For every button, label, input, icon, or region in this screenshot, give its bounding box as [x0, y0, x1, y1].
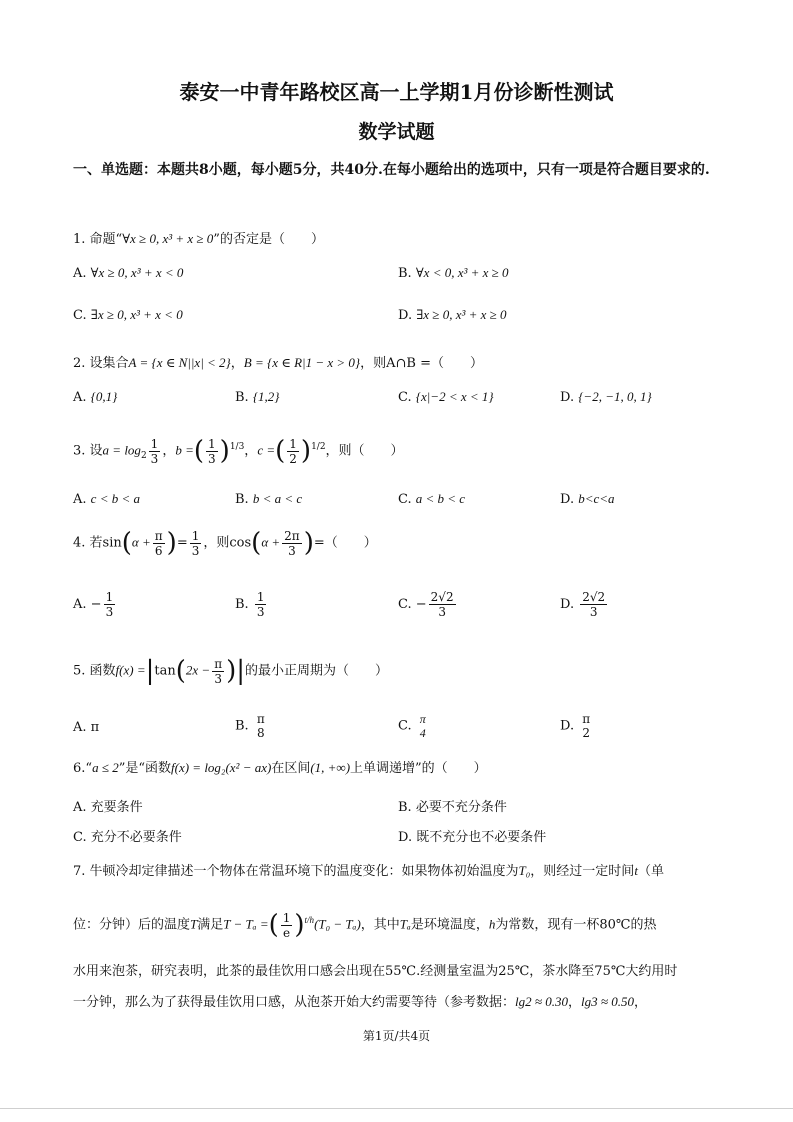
q7-sep: ， [568, 995, 582, 1010]
q6-mid1: ”是“函数 [118, 761, 171, 776]
option-label: C. [73, 308, 87, 323]
q4-mid: ，则 [203, 535, 230, 551]
frac-den: 6 [154, 543, 163, 558]
q3-option-a[interactable] [73, 491, 140, 507]
option-text: {0,1} [90, 389, 118, 404]
paren-open: ( [268, 910, 279, 940]
question-7-line-4 [73, 991, 647, 1010]
q3-b-exp: 1/3 [229, 442, 245, 453]
frac-num: 2√2 [430, 590, 454, 604]
q7-t0: T₀ [518, 863, 531, 878]
q7-frac-1e [281, 911, 293, 940]
option-frac [429, 590, 456, 619]
option-frac [104, 590, 116, 619]
frac-num: 1 [208, 436, 216, 451]
option-label: A. [73, 266, 87, 281]
option-label: C. [73, 830, 87, 845]
q3-comma: ， [244, 443, 258, 459]
q7-ta: Tₐ [399, 916, 411, 932]
q7-text: 一分钟，那么为了获得最佳饮用口感，从泡茶开始大约需要等待（参考数据： [73, 995, 516, 1010]
q2-set-b: B = {x ∈ R|1 − x > 0} [243, 355, 361, 370]
option-label: B. [235, 390, 249, 405]
q2-option-d[interactable] [560, 389, 652, 405]
q6-suffix: 上单调递增”的（ ） [350, 761, 487, 776]
paren-open: ( [121, 528, 132, 558]
q4-cos: cos [229, 535, 252, 551]
frac-den: 3 [288, 543, 296, 558]
question-7-line-2 [73, 910, 656, 940]
q3-option-d[interactable] [560, 491, 615, 507]
option-label: D. [398, 308, 413, 323]
paren-open: ( [275, 436, 286, 466]
q5-fx: f(x) = [115, 662, 146, 678]
option-label: B. [398, 266, 412, 281]
option-frac [580, 712, 592, 740]
q5-inner: 2x − [185, 662, 211, 678]
question-4-stem [73, 528, 377, 558]
frac-num: π [214, 656, 223, 671]
question-1-stem [73, 228, 324, 247]
q3-a-expr: a = log [102, 442, 141, 458]
option-frac [418, 712, 428, 740]
q7-text: ，其中 [360, 917, 400, 933]
q3-b-lhs: b = [175, 442, 194, 458]
q5-prefix: 5. 函数 [73, 663, 116, 679]
frac-den: 3 [214, 671, 222, 686]
q6-func: f(x) = log₂(x² − ax) [171, 760, 272, 775]
frac-num: 2π [284, 528, 300, 543]
q7-lg3: lg3 ≈ 0.50 [581, 994, 635, 1009]
q5-tan: tan [154, 663, 176, 679]
q6-cond: a ≤ 2 [92, 760, 119, 775]
q7-text: ，则经过一定时间 [530, 864, 635, 879]
q2-option-b[interactable] [235, 389, 279, 405]
paren-close: ) [294, 910, 305, 940]
frac-den: e [283, 925, 291, 940]
q2-suffix: ，则A∩B =（ ） [360, 356, 483, 371]
option-text: b<c<a [578, 491, 615, 506]
q7-formula-lhs: T − Tₐ = [223, 916, 269, 932]
option-text: 充分不必要条件 [90, 830, 182, 845]
option-label: D. [560, 718, 575, 734]
q2-option-c[interactable] [398, 389, 494, 405]
q4-eq: = [176, 535, 188, 551]
option-text: {−2, −1, 0, 1} [578, 389, 652, 404]
q5-frac [212, 657, 224, 686]
question-7-line-3: 水用来泡茶，研究表明，此茶的最佳饮用口感会出现在55℃.经测量室温为25℃，茶水降至75℃大约用时 [73, 964, 678, 979]
option-label: B. [235, 597, 249, 612]
question-5-stem [73, 656, 388, 686]
paren-close: ) [166, 528, 177, 558]
q4-prefix: 4. 若 [73, 535, 103, 551]
option-label: A. [73, 800, 87, 815]
option-text: b < a < c [252, 491, 303, 506]
q4-inner: α + [131, 534, 151, 550]
q7-text: （单 [637, 864, 664, 879]
q3-option-b[interactable] [235, 491, 302, 507]
q1-stem-math: ∀x ≥ 0, x³ + x ≥ 0 [122, 231, 214, 246]
frac-den: 3 [208, 451, 216, 466]
option-label: D. [560, 597, 575, 612]
option-text: c < b < a [90, 491, 140, 506]
option-text: ∀x ≥ 0, x³ + x < 0 [90, 265, 184, 280]
option-text: {x|−2 < x < 1} [415, 389, 494, 404]
frac-num: 1 [289, 436, 297, 451]
q6-prefix: 6.“ [73, 761, 93, 776]
option-label: B. [235, 492, 249, 507]
option-label: A. [73, 597, 87, 612]
q2-option-a[interactable] [73, 389, 117, 405]
option-text: a < b < c [415, 491, 466, 506]
q6-option-a[interactable] [73, 796, 143, 815]
option-text: 充要条件 [90, 800, 143, 815]
frac-num: 1 [105, 590, 114, 604]
question-6-stem [73, 757, 487, 776]
q7-text: 位：分钟）后的温度 [73, 917, 191, 933]
q3-c-exp: 1/2 [311, 442, 326, 453]
q3-prefix: 3. 设 [73, 443, 103, 459]
q4-option-b[interactable] [235, 590, 268, 619]
q5-suffix: 的最小正周期为（ ） [245, 663, 389, 679]
q3-frac-b [206, 437, 218, 466]
q4-suffix: =（ ） [313, 535, 377, 551]
option-label: C. [398, 597, 412, 612]
frac-den: 3 [105, 605, 114, 619]
option-label: C. [398, 390, 412, 405]
option-label: C. [398, 492, 412, 507]
q1-option-d[interactable] [398, 307, 507, 323]
q4-sin: sin [102, 535, 122, 551]
abs-open: | [145, 656, 155, 686]
q3-log-base: 2 [140, 451, 147, 462]
frac-num: 1 [282, 910, 291, 925]
paren-open: ( [193, 436, 205, 466]
q4-option-c[interactable] [398, 590, 458, 619]
frac-den: 3 [438, 605, 446, 619]
option-label: D. [398, 830, 413, 845]
frac-den: 3 [150, 451, 159, 466]
option-sign: − [415, 597, 427, 612]
frac-num: π [419, 712, 426, 726]
q3-comma: ， [162, 443, 176, 459]
q1-option-b[interactable] [398, 265, 509, 281]
q5-option-c[interactable] [398, 712, 430, 740]
q7-text: 满足 [197, 917, 224, 933]
q7-lg2: lg2 ≈ 0.30 [515, 994, 569, 1009]
q7-end: ， [634, 995, 648, 1010]
frac-num: π [154, 528, 163, 543]
frac-den: 2 [289, 451, 297, 466]
frac-den: 3 [589, 605, 598, 619]
paren-close: ) [300, 436, 312, 466]
option-text: 必要不充分条件 [415, 800, 507, 815]
option-text: 既不充分也不必要条件 [416, 830, 547, 845]
q5-option-d[interactable] [560, 712, 594, 740]
q2-sep: ， [230, 356, 244, 371]
option-text: ∀x < 0, x³ + x ≥ 0 [415, 265, 509, 280]
bottom-divider [0, 1108, 793, 1109]
q1-option-a[interactable] [73, 265, 183, 281]
q4-frac-2pi3 [282, 529, 302, 558]
option-label: D. [560, 390, 575, 405]
option-label: B. [235, 718, 249, 734]
frac-num: π [582, 712, 591, 726]
option-frac [255, 590, 267, 619]
option-text: ∃x ≥ 0, x³ + x < 0 [90, 307, 183, 322]
q6-option-d[interactable] [398, 826, 546, 845]
abs-close: | [236, 656, 245, 686]
question-7-line-1 [73, 860, 664, 879]
question-2-stem [73, 352, 483, 371]
q7-h: h [488, 916, 496, 932]
question-3-stem [73, 436, 404, 466]
exam-title: 泰安一中青年路校区高一上学期1月份诊断性测试 [179, 80, 614, 104]
frac-den: 4 [419, 726, 426, 740]
option-label: A. [73, 492, 87, 507]
q3-frac-a [149, 437, 161, 466]
option-sign: − [90, 597, 102, 612]
q4-option-d[interactable] [560, 590, 609, 619]
option-label: D. [560, 492, 575, 507]
q3-frac-c [287, 437, 299, 466]
q5-option-b[interactable] [235, 712, 269, 740]
q4-frac-1-3 [190, 529, 202, 558]
option-label: A. [73, 390, 87, 405]
paren-open: ( [175, 656, 186, 686]
q6-option-c[interactable] [73, 826, 182, 845]
q2-prefix: 2. 设集合 [73, 356, 129, 371]
q4-option-a[interactable] [73, 590, 117, 619]
q7-T: T [190, 916, 198, 932]
frac-num: 1 [191, 528, 200, 543]
page-footer: 第1页/共4页 [362, 1029, 431, 1043]
frac-den: 8 [256, 726, 265, 740]
q3-option-c[interactable] [398, 491, 465, 507]
q1-option-c[interactable] [73, 307, 183, 323]
paren-close: ) [219, 436, 230, 466]
option-text: π [90, 720, 100, 735]
q7-formula-rhs: (T₀ − Tₐ) [314, 916, 361, 932]
q4-frac-pi6 [153, 529, 165, 558]
q4-inner: α + [261, 534, 281, 550]
paren-close: ) [303, 528, 314, 558]
frac-num: 2√2 [582, 590, 606, 604]
paren-open: ( [251, 528, 262, 558]
frac-num: 1 [256, 590, 265, 604]
option-label: B. [398, 800, 412, 815]
q7-text: 是环境温度， [410, 917, 489, 933]
option-text: ∃x ≥ 0, x³ + x ≥ 0 [416, 307, 507, 322]
paren-close: ) [226, 656, 237, 686]
frac-den: 3 [256, 605, 265, 619]
option-text: {1,2} [252, 389, 280, 404]
q6-mid2: 在区间 [271, 761, 311, 776]
q7-text: 为常数，现有一杯80℃的热 [495, 917, 657, 933]
option-label: A. [73, 720, 87, 735]
q3-c-lhs: c = [257, 442, 276, 458]
option-label: C. [398, 718, 412, 734]
q1-prefix: 1. 命题“ [73, 232, 123, 247]
frac-num: 1 [150, 436, 159, 451]
frac-den: 3 [191, 543, 200, 558]
option-frac [580, 590, 607, 619]
exam-subtitle: 数学试题 [358, 121, 435, 143]
q2-set-a: A = {x ∈ N||x| < 2} [128, 355, 231, 370]
frac-den: 2 [582, 726, 590, 740]
option-frac [255, 712, 267, 740]
q7-exp: t/h [304, 915, 315, 926]
q5-option-a[interactable] [73, 720, 99, 735]
q6-option-b[interactable] [398, 796, 507, 815]
section-heading: 一、单选题：本题共8小题，每小题5分，共40分.在每小题给出的选项中，只有一项是符合题目要求的. [73, 162, 710, 178]
q7-text: 7. 牛顿冷却定律描述一个物体在常温环境下的温度变化：如果物体初始温度为 [73, 864, 519, 879]
q1-suffix: ”的否定是（ ） [213, 232, 324, 247]
q3-suffix: ，则（ ） [325, 443, 404, 459]
q6-interval: (1, +∞) [310, 760, 351, 775]
frac-num: π [256, 712, 265, 726]
q7-t: t [634, 863, 638, 878]
